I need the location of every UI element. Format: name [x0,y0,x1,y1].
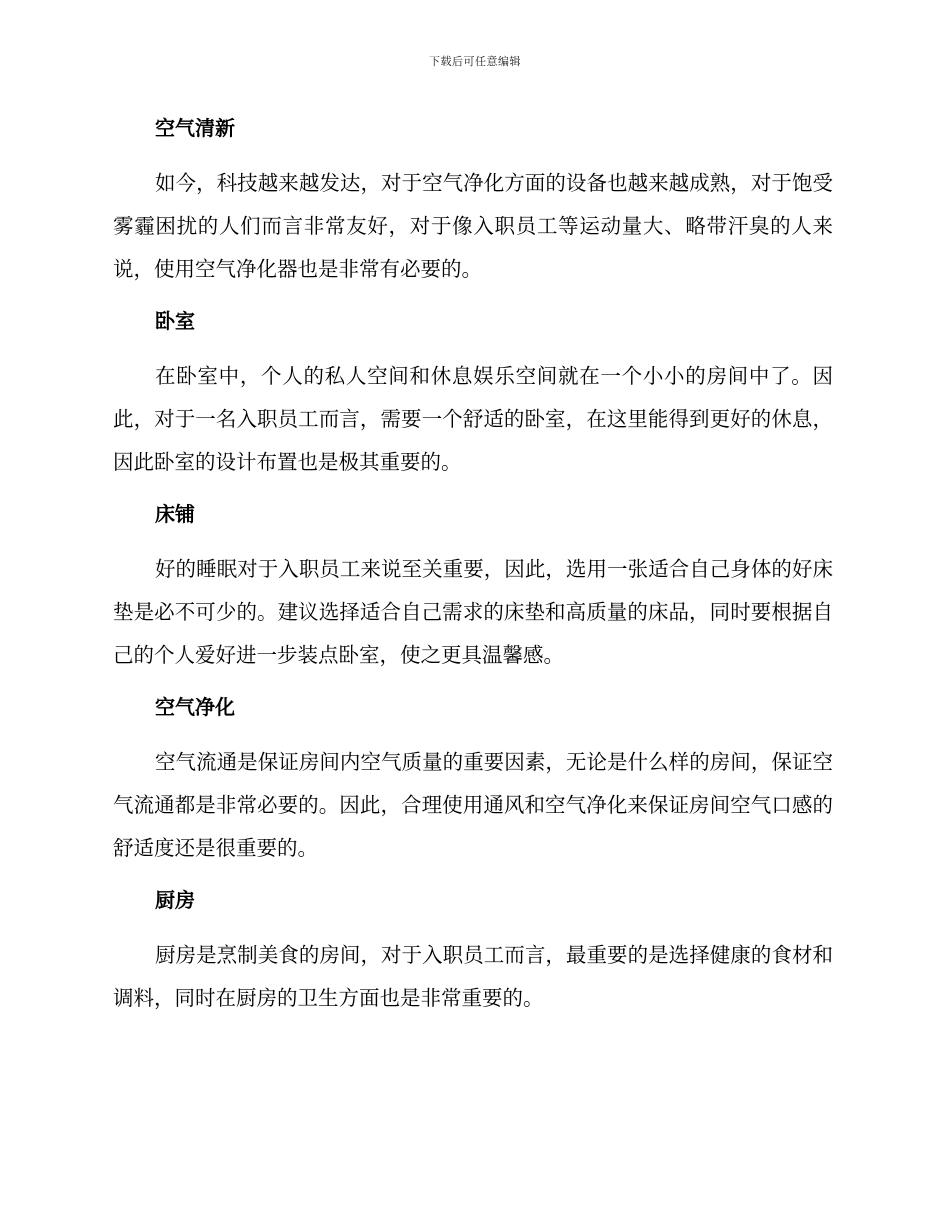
section-bed [113,494,833,677]
section-heading: 卧室 [155,309,195,333]
section-heading: 空气清新 [155,116,235,140]
page-header: 下载后可任意编辑 [429,55,521,68]
document-body [113,108,833,1030]
section-paragraph: 厨房是烹制美食的房间，对于入职员工而言，最重要的是选择健康的食材和调料，同时在厨房的卫生方面也是非常重要的。 [113,943,833,1010]
section-paragraph: 空气流通是保证房间内空气质量的重要因素，无论是什么样的房间，保证空气流通都是非常必要的。因此，合理使用通风和空气净化来保证房间空气口感的舒适度还是很重要的。 [113,750,833,860]
section-paragraph: 好的睡眠对于入职员工来说至关重要，因此，选用一张适合自己身体的好床垫是必不可少的。建议选择适合自己需求的床垫和高质量的床品，同时要根据自己的个人爱好进一步装点卧室，使之更具温馨感。 [113,557,833,667]
section-paragraph: 如今，科技越来越发达，对于空气净化方面的设备也越来越成熟，对于饱受雾霾困扰的人们而言非常友好，对于像入职员工等运动量大、略带汗臭的人来说，使用空气净化器也是非常有必要的。 [113,171,833,281]
section-bedroom [113,301,833,484]
section-heading: 床铺 [155,502,195,526]
section-air-purification [113,687,833,870]
section-air-fresh [113,108,833,291]
section-kitchen [113,880,833,1020]
section-heading: 厨房 [155,888,195,912]
section-heading: 空气净化 [155,695,235,719]
section-paragraph: 在卧室中，个人的私人空间和休息娱乐空间就在一个小小的房间中了。因此，对于一名入职员工而言，需要一个舒适的卧室，在这里能得到更好的休息，因此卧室的设计布置也是极其重要的。 [113,364,833,474]
